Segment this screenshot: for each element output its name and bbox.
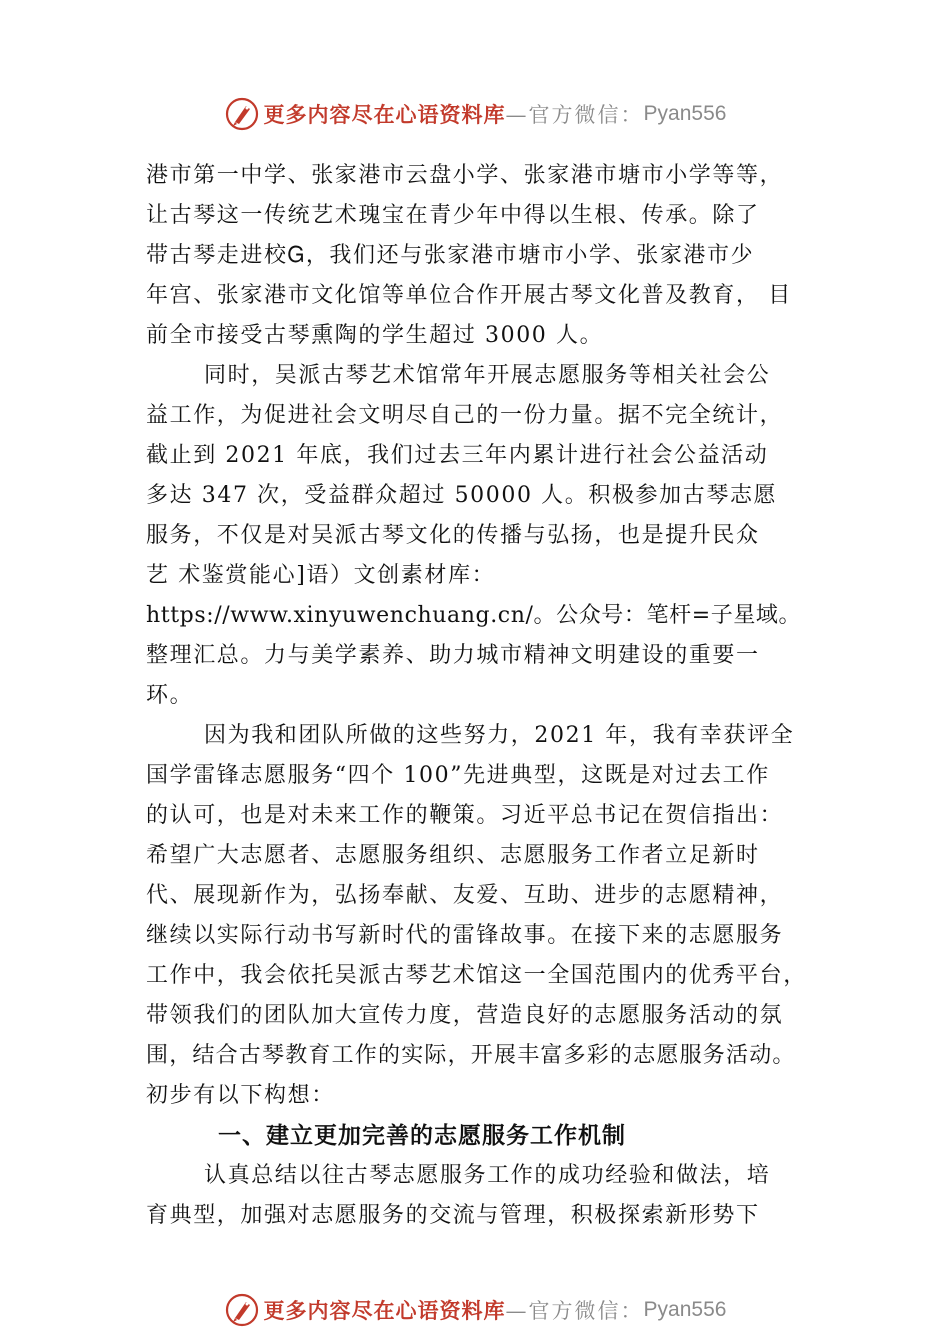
paragraph-start-line: 因为我和团队所做的这些努力，2021 年，我有幸获评全 [204, 723, 795, 748]
text-line: 育典型，加强对志愿服务的交流与管理，积极探索新形势下 [146, 1203, 760, 1228]
text-line: 的认可，也是对未来工作的鞭策。习近平总书记在贺信指出： [146, 803, 784, 828]
banner-wechat-id: Pyan556 [643, 102, 727, 125]
banner-wechat-label: —官方微信： [505, 1299, 644, 1323]
text-line: 益工作，为促进社会文明尽自己的一份力量。据不完全统计， [146, 403, 784, 428]
document-body [146, 156, 846, 1236]
banner-wechat-label: —官方微信： [505, 103, 644, 127]
text-line: 围，结合古琴教育工作的实际，开展丰富多彩的志愿服务活动。 [146, 1043, 796, 1068]
footer-watermark-banner [0, 1288, 950, 1332]
text-line: 多达 347 次，受益群众超过 50000 人。积极参加古琴志愿 [146, 483, 778, 508]
text-line: 截止到 2021 年底，我们过去三年内累计进行社会公益活动 [146, 443, 769, 468]
paragraph-start-line: 认真总结以往古琴志愿服务工作的成功经验和做法，培 [204, 1163, 771, 1188]
section-heading: 一、建立更加完善的志愿服务工作机制 [218, 1123, 626, 1149]
paragraph-start-line: 同时，吴派古琴艺术馆常年开展志愿服务等相关社会公 [204, 363, 771, 388]
text-line: 希望广大志愿者、志愿服务组织、志愿服务工作者立足新时 [146, 843, 760, 868]
text-line: 港市第一中学、张家港市云盘小学、张家港市塘市小学等等， [146, 163, 784, 188]
header-watermark-banner [0, 92, 950, 136]
text-line: https://www.xinyuwenchuang.cn/。公众号：笔杆=子星域。 [146, 603, 802, 628]
pen-nib-logo-icon [224, 96, 260, 132]
text-line: 整理汇总。力与美学素养、助力城市精神文明建设的重要一 [146, 643, 760, 668]
pen-nib-logo-icon [224, 1292, 260, 1328]
text-line: 让古琴这一传统艺术瑰宝在青少年中得以生根、传承。除了 [146, 203, 760, 228]
text-line: 年宫、张家港市文化馆等单位合作开展古琴文化普及教育， 目 [146, 283, 792, 308]
text-line: 国学雷锋志愿服务“四个 100”先进典型，这既是对过去工作 [146, 763, 770, 788]
text-line: 带领我们的团队加大宣传力度，营造良好的志愿服务活动的氛 [146, 1003, 784, 1028]
text-line: 环。 [146, 683, 194, 708]
text-line: 前全市接受古琴熏陶的学生超过 3000 人。 [146, 323, 604, 348]
banner-title: 更多内容尽在心语资料库 [263, 1298, 506, 1323]
text-line: 工作中，我会依托吴派古琴艺术馆这一全国范围内的优秀平台， [146, 963, 807, 988]
text-line: 代、展现新作为，弘扬奉献、友爱、互助、进步的志愿精神， [146, 883, 784, 908]
banner-title: 更多内容尽在心语资料库 [263, 102, 506, 127]
text-line: 继续以实际行动书写新时代的雷锋故事。在接下来的志愿服务 [146, 923, 784, 948]
text-line: 艺 术鉴赏能心]语）文创素材库： [146, 563, 496, 588]
text-line: 初步有以下构想： [146, 1083, 335, 1108]
banner-wechat-id: Pyan556 [643, 1298, 727, 1321]
text-line: 带古琴走进校Ꮐ，我们还与张家港市塘市小学、张家港市少 [146, 243, 755, 268]
text-line: 服务，不仅是对吴派古琴文化的传播与弘扬，也是提升民众 [146, 523, 760, 548]
